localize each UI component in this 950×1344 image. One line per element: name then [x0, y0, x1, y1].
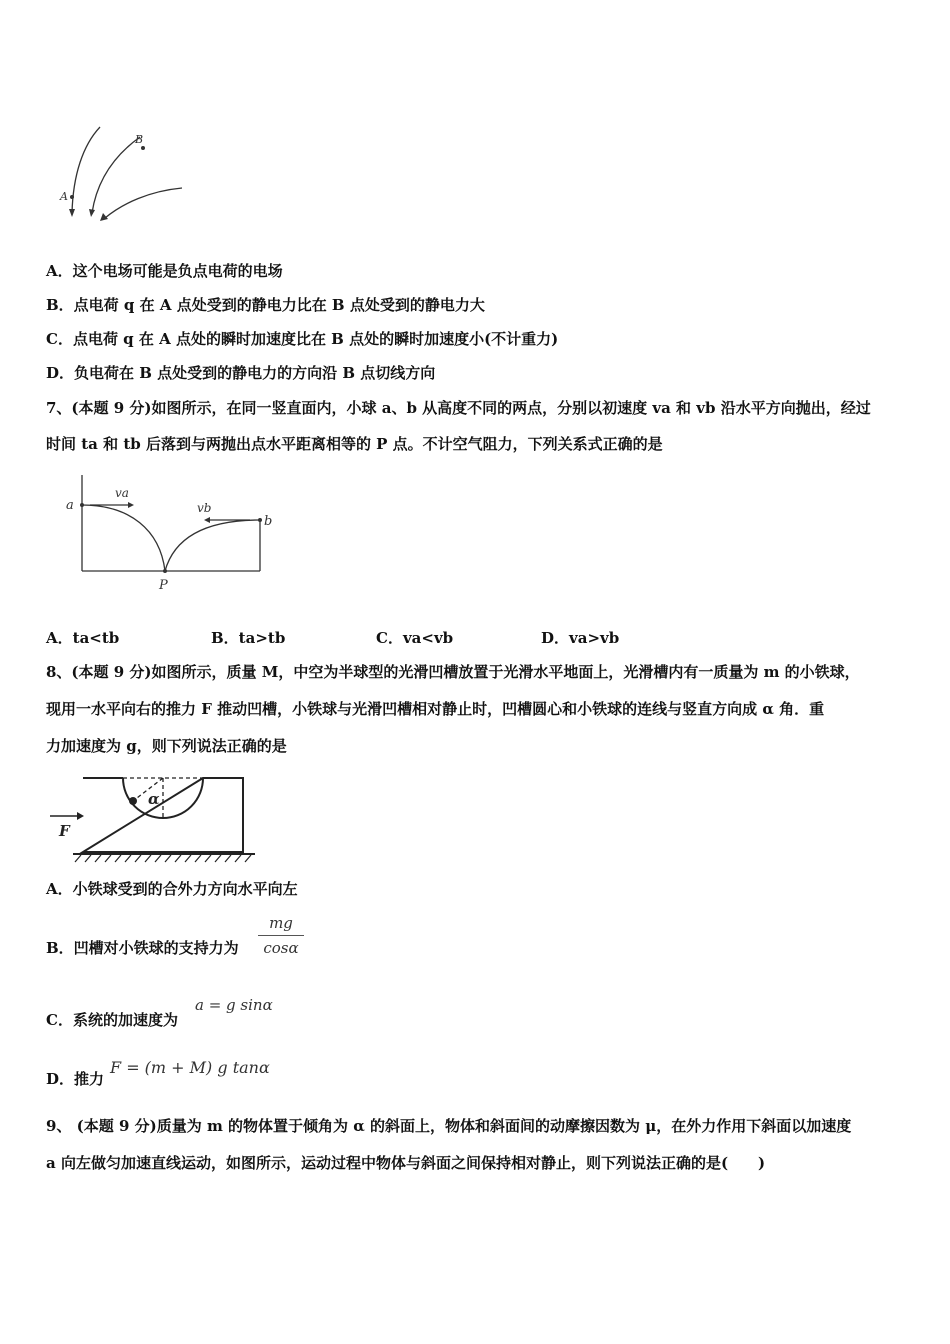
q7-option-b: B．ta>tb	[211, 629, 286, 647]
q7-option-d: D．va>vb	[541, 629, 620, 647]
trajectory-a	[82, 505, 165, 571]
trajectory-b	[165, 520, 260, 571]
q6-option-c: C．点电荷 q 在 A 点处的瞬时加速度比在 B 点处的瞬时加速度小(不计重力)	[46, 330, 559, 348]
option-c-formula: a = g sinα	[195, 996, 273, 1014]
field-line-1	[72, 127, 100, 213]
iron-ball	[129, 797, 137, 805]
field-lines-figure	[55, 125, 195, 230]
q8-stem-line1: 8、(本题 9 分)如图所示，质量 M，中空为半球型的光滑凹槽放置于光滑水平地面上，光滑槽内有一质量为 m 的小铁球，	[46, 663, 860, 681]
q8-option-a: A．小铁球受到的合外力方向水平向左	[46, 880, 298, 898]
q6-option-b: B．点电荷 q 在 A 点处受到的静电力比在 B 点处受到的静电力大	[46, 296, 485, 314]
q8-stem-line2: 现用一水平向右的推力 F 推动凹槽，小铁球与光滑凹槽相对静止时，凹槽圆心和小铁球的连线与竖直方向成 α 角．重	[46, 700, 825, 718]
q7-option-a: A．ta<tb	[46, 629, 120, 647]
q7-option-c: C．va<vb	[376, 629, 454, 647]
q7-stem-line2: 时间 ta 和 tb 后落到与两抛出点水平距离相等的 P 点。不计空气阻力，下列关系式正确的是	[46, 435, 663, 453]
projectile-figure	[60, 475, 285, 595]
q7-stem-line1: 7、(本题 9 分)如图所示，在同一竖直面内，小球 a、b 从高度不同的两点，分别以初速度 va 和 vb 沿水平方向抛出，经过	[46, 399, 871, 417]
q8-option-b: B．凹槽对小铁球的支持力为	[46, 939, 239, 957]
q9-stem-line2: a 向左做匀加速直线运动，如图所示，运动过程中物体与斜面之间保持相对静止，则下列说法正确的是( )	[46, 1154, 766, 1172]
ball-b-label: b	[264, 514, 273, 529]
q9-stem-line1: 9、 (本题 9 分)质量为 m 的物体置于倾角为 α 的斜面上，物体和斜面间的动摩擦因数为 μ，在外力作用下斜面以加速度	[46, 1117, 852, 1135]
point-b-label: B	[135, 133, 144, 146]
fraction-denominator: cosα	[263, 939, 299, 957]
q6-option-d: D．负电荷在 B 点处受到的静电力的方向沿 B 点切线方向	[46, 364, 436, 382]
option-d-formula: F = (m + M) g tanα	[110, 1058, 270, 1077]
q8-option-c: C．系统的加速度为	[46, 1011, 178, 1029]
field-line-2	[92, 137, 140, 213]
velocity-a-label: va	[115, 486, 129, 500]
point-p-label: P	[159, 578, 168, 593]
point-a-label: A	[60, 190, 68, 203]
option-b-fraction	[258, 913, 304, 958]
velocity-b-label: vb	[197, 501, 212, 515]
field-line-3	[105, 188, 182, 218]
ball-a-label: a	[66, 498, 74, 513]
q6-option-a: A．这个电场可能是负点电荷的电场	[46, 262, 283, 280]
angle-alpha-label: α	[148, 790, 160, 808]
force-f-label: F	[59, 822, 70, 840]
fraction-numerator: mg	[269, 914, 293, 932]
q8-stem-line3: 力加速度为 g，则下列说法正确的是	[46, 737, 287, 755]
q8-option-d: D．推力	[46, 1070, 105, 1088]
groove-figure	[45, 772, 260, 867]
